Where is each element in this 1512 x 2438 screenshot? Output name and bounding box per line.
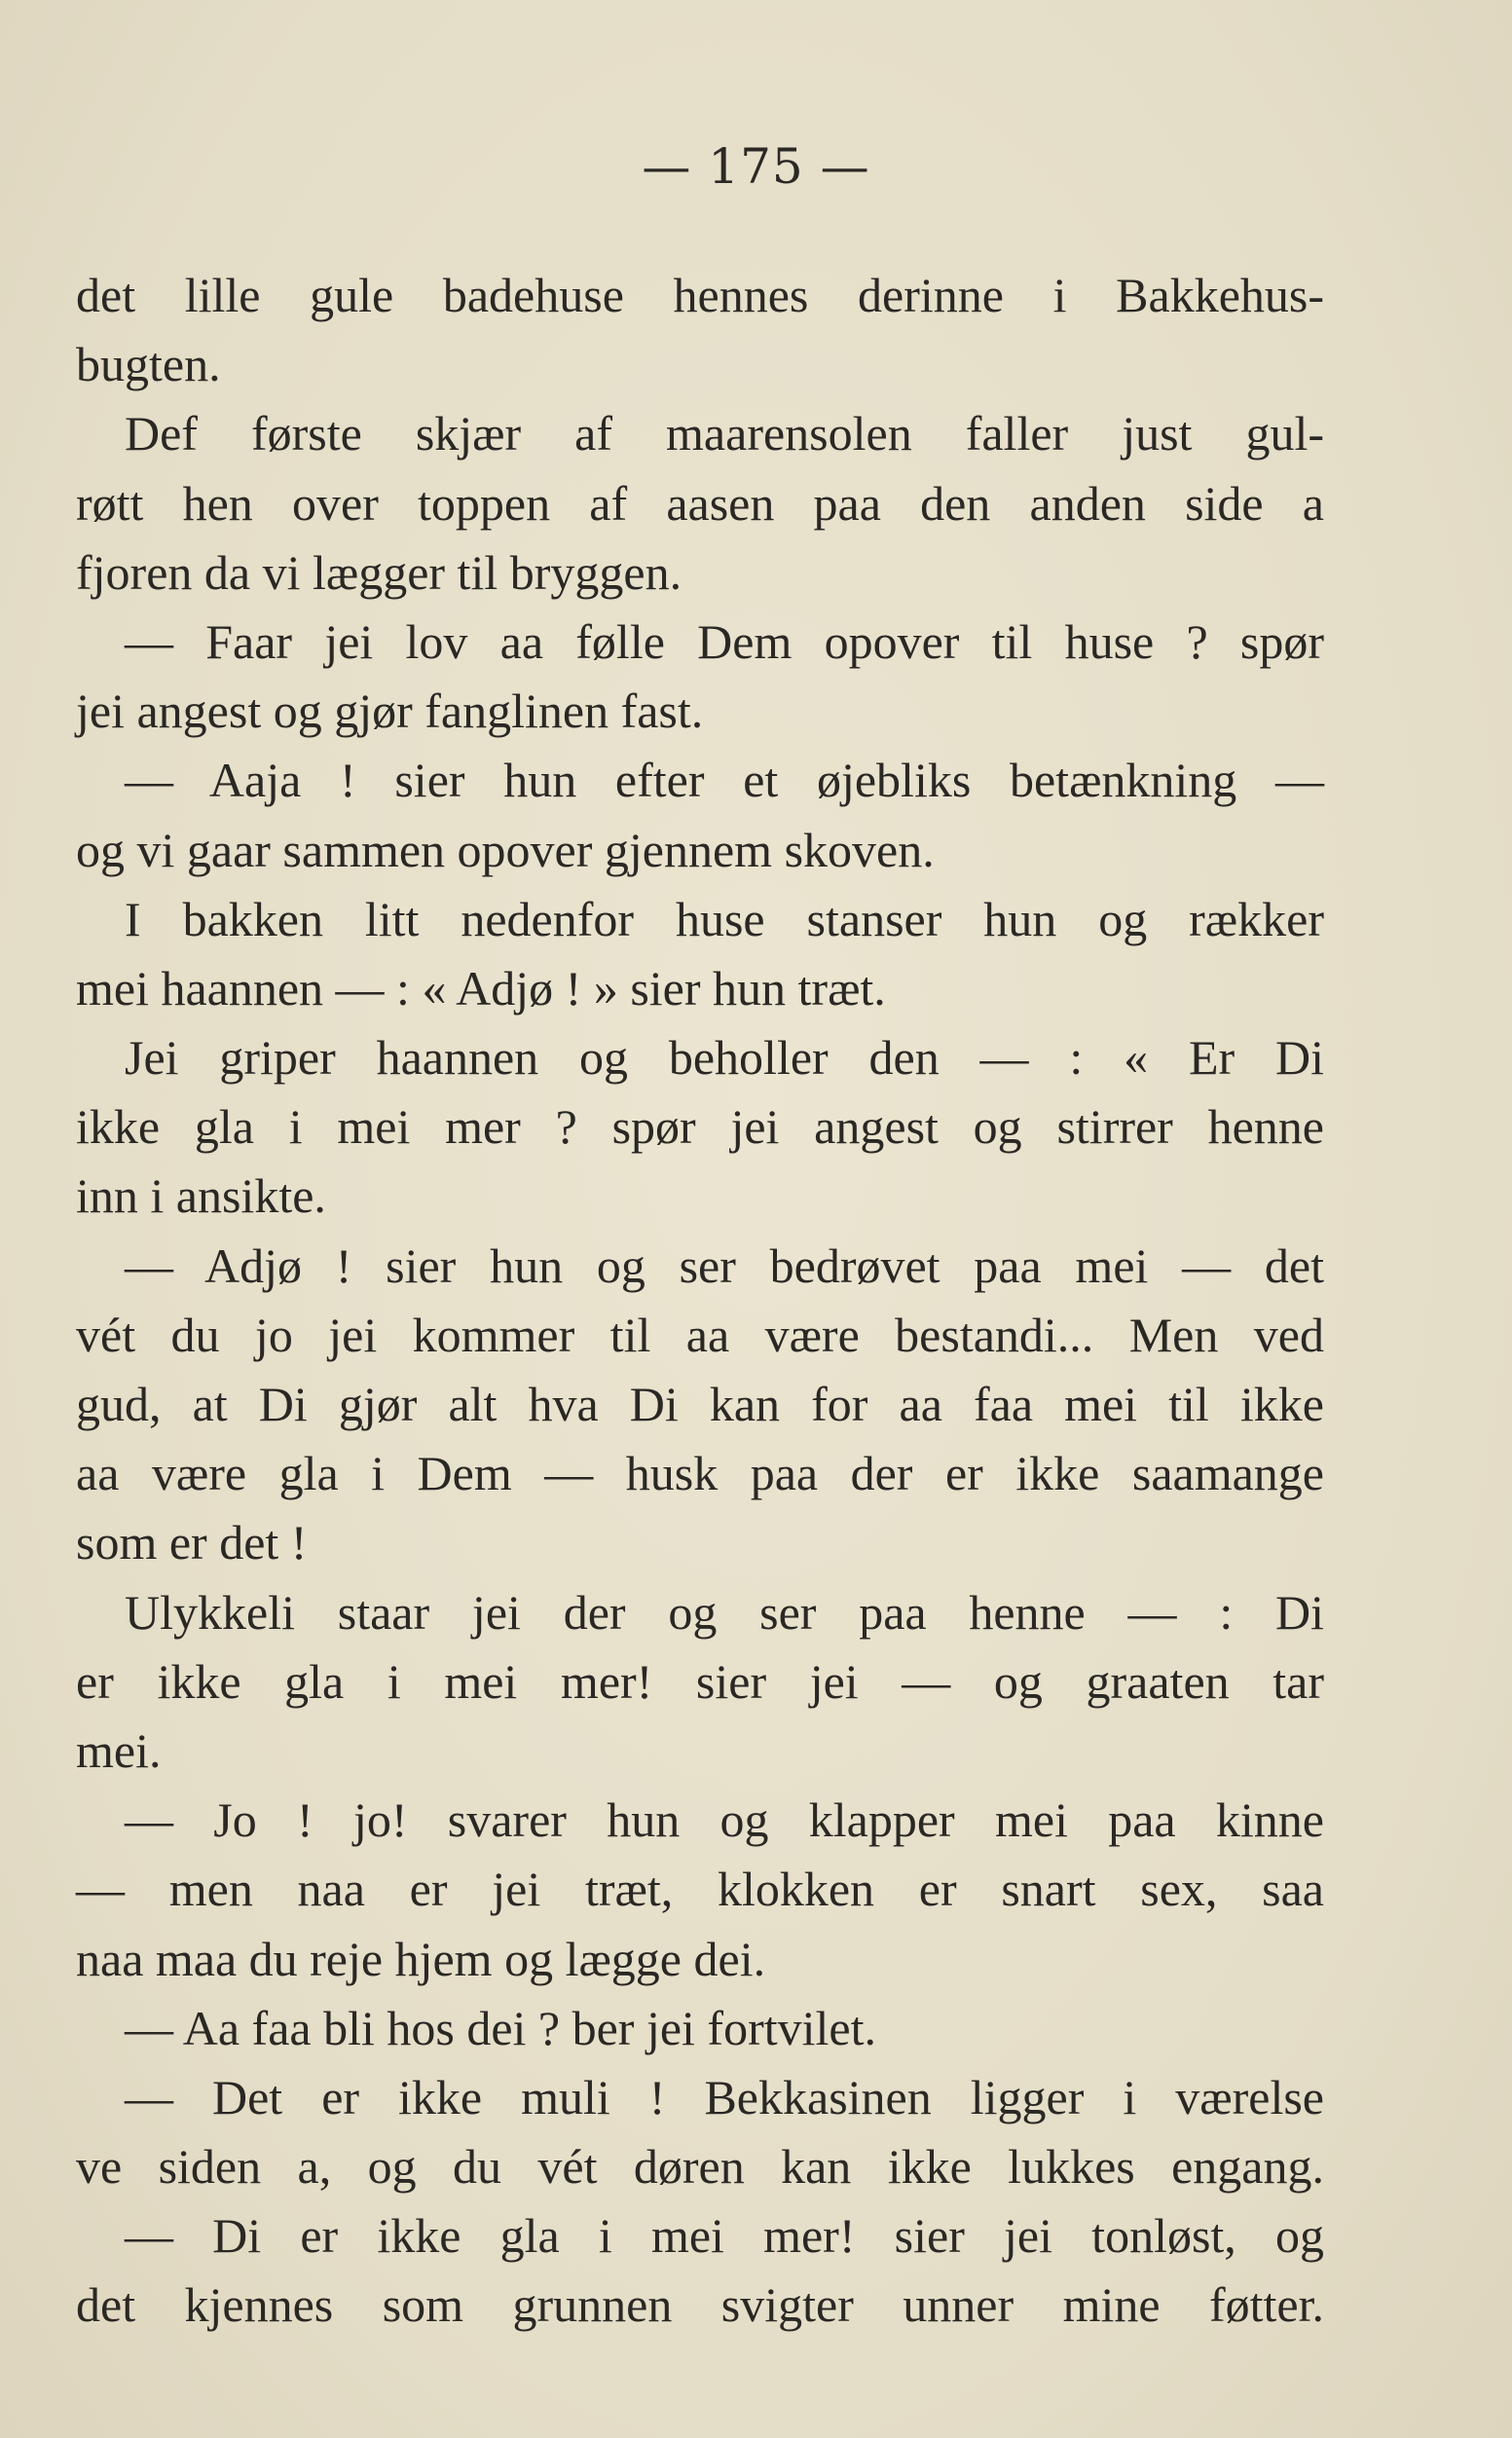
text-line: inn i ansikte. xyxy=(76,1168,326,1224)
text-line: ikke gla i mei mer ? spør jei angest og stirrer henne xyxy=(76,1099,1324,1155)
text-line: fjoren da vi lægger til bryggen. xyxy=(76,544,682,600)
page-number: — 175 — xyxy=(642,138,870,195)
text-line: aa være gla i Dem — husk paa der er ikke saamange xyxy=(76,1446,1324,1501)
text-line: mei haannen — : « Adjø ! » sier hun træt. xyxy=(76,960,886,1016)
text-line: gud, at Di gjør alt hva Di kan for aa faa mei til ikke xyxy=(76,1377,1324,1431)
text-line: det kjennes som grunnen svigter unner mine føtter. xyxy=(76,2277,1324,2333)
text-line: — Faar jei lov aa følle Dem opover til huse ? spør xyxy=(125,613,1324,669)
text-line: — Adjø ! sier hun og ser bedrøvet paa mei — det xyxy=(125,1237,1324,1293)
text-line: jei angest og gjør fanglinen fast. xyxy=(76,683,704,739)
text-line: I bakken litt nedenfor huse stanser hun og rækker xyxy=(125,891,1324,946)
body-text xyxy=(76,261,1324,2341)
text-line: mei. xyxy=(76,1722,162,1778)
text-line: vét du jo jei kommer til aa være bestandi... Men ved xyxy=(76,1307,1324,1362)
text-line: naa maa du reje hjem og lægge dei. xyxy=(76,1931,766,1986)
text-line: — Aa faa bli hos dei ? ber jei fortvilet. xyxy=(125,2000,876,2055)
text-line: — Det er ikke muli ! Bekkasinen ligger i værelse xyxy=(125,2069,1324,2124)
text-line: Ulykkeli staar jei der og ser paa henne — : Di xyxy=(125,1584,1324,1640)
text-line: bugten. xyxy=(76,337,221,392)
text-line: — men naa er jei træt, klokken er snart sex, saa xyxy=(76,1862,1324,1917)
text-line: røtt hen over toppen af aasen paa den anden side a xyxy=(76,475,1324,531)
text-line: Jei griper haannen og beholler den — : « Er Di xyxy=(125,1030,1324,1086)
text-line: det lille gule badehuse hennes derinne i Bakkehus- xyxy=(76,268,1324,322)
text-line: som er det ! xyxy=(76,1515,308,1570)
text-line: og vi gaar sammen opover gjennem skoven. xyxy=(76,822,935,877)
text-line: — Aaja ! sier hun efter et øjebliks betænkning — xyxy=(125,753,1324,808)
text-line: er ikke gla i mei mer! sier jei — og graaten tar xyxy=(76,1653,1324,1709)
text-line: ve siden a, og du vét døren kan ikke lukkes engang. xyxy=(76,2139,1324,2195)
text-line: — Jo ! jo! svarer hun og klapper mei paa kinne xyxy=(125,1792,1324,1848)
text-line: Def første skjær af maarensolen faller just gul- xyxy=(125,406,1324,462)
text-line: — Di er ikke gla i mei mer! sier jei tonløst, og xyxy=(125,2208,1324,2264)
